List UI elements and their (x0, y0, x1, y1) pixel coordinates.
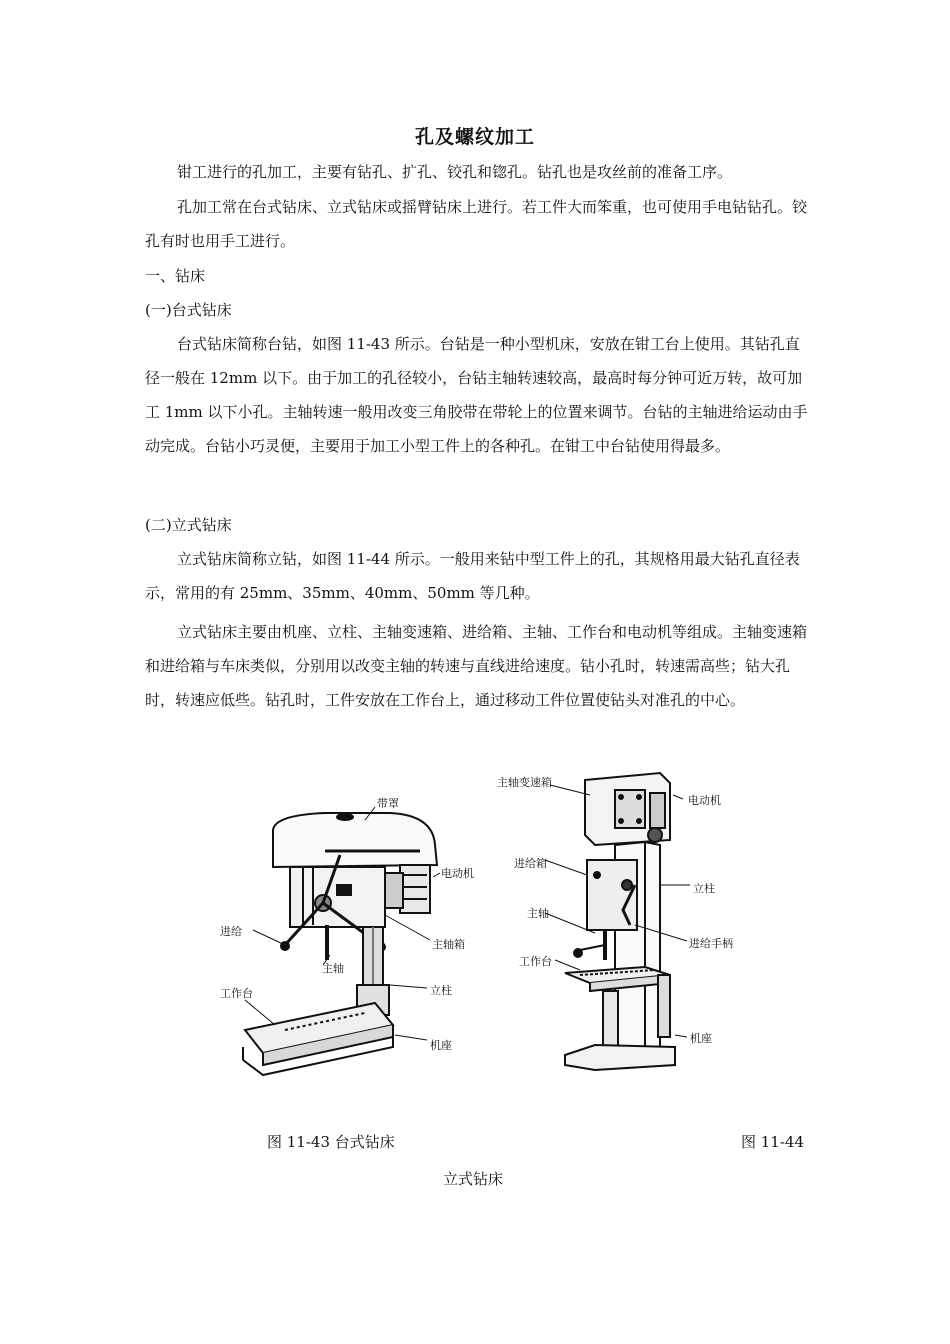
label-bench-column: 立柱 (430, 984, 452, 997)
figure-caption-vertical-drill-name: 立式钻床 (443, 1170, 504, 1188)
section-heading-drill-press: 一、钻床 (145, 267, 206, 285)
label-gearbox: 主轴变速箱 (497, 776, 552, 789)
label-feed: 进给 (220, 925, 242, 938)
label-spindle-box: 主轴箱 (432, 938, 465, 951)
label-bench-table: 工作台 (220, 987, 253, 1000)
label-vertical-motor: 电动机 (688, 794, 721, 807)
label-feed-box: 进给箱 (514, 857, 547, 870)
label-feed-handle: 进给手柄 (689, 937, 733, 950)
label-vertical-spindle: 主轴 (527, 907, 549, 920)
page-title: 孔及螺纹加工 (414, 126, 535, 148)
figure-caption-vertical-drill-number: 图 11-44 (741, 1133, 805, 1151)
label-bench-base: 机座 (430, 1039, 452, 1052)
subsection-heading-bench-drill: (一)台式钻床 (145, 301, 232, 319)
paragraph-bench-drill: 台式钻床简称台钻，如图 11-43 所示。台钻是一种小型机床，安放在钳工台上使用。其钻孔直径一般在 12mm 以下。由于加工的孔径较小，台钻主轴转速较高，最高时每分钟可近万转，故可加工 1mm 以下小孔。主轴转速一般用改变三角胶带在带轮上的位置来调节。台钻的主轴进给运动由手动完成。台钻小巧灵便，主要用于加工小型工件上的各种孔。在钳工中台钻使用得最多。 (145, 335, 808, 455)
label-vertical-base: 机座 (690, 1032, 712, 1045)
subsection-heading-vertical-drill: (二)立式钻床 (145, 516, 232, 534)
label-bench-spindle: 主轴 (322, 962, 344, 975)
label-belt-cover: 带罩 (377, 797, 399, 810)
paragraph-methods: 孔加工常在台式钻床、立式钻床或摇臂钻床上进行。若工件大而笨重，也可使用手电钻钻孔。铰孔有时也用手工进行。 (145, 198, 808, 250)
label-bench-motor: 电动机 (441, 867, 474, 880)
paragraph-intro: 钳工进行的孔加工，主要有钻孔、扩孔、铰孔和锪孔。钻孔也是攻丝前的准备工序。 (177, 163, 733, 181)
label-vertical-column: 立柱 (693, 882, 715, 895)
label-vertical-table: 工作台 (519, 955, 552, 968)
paragraph-vertical-drill: 立式钻床简称立钻，如图 11-44 所示。一般用来钻中型工件上的孔，其规格用最大钻孔直径表示，常用的有 25mm、35mm、40mm、50mm 等几种。 (145, 550, 800, 602)
vertical-drill-figure (495, 765, 775, 1085)
figure-caption-bench-drill: 图 11-43 台式钻床 (267, 1133, 395, 1151)
paragraph-vertical-drill-parts: 立式钻床主要由机座、立柱、主轴变速箱、进给箱、主轴、工作台和电动机等组成。主轴变速箱和进给箱与车床类似，分别用以改变主轴的转速与直线进给速度。钻小孔时，转速需高些；钻大孔时，转速应低些。钻孔时，工件安放在工作台上，通过移动工件位置使钻头对准孔的中心。 (145, 623, 808, 709)
